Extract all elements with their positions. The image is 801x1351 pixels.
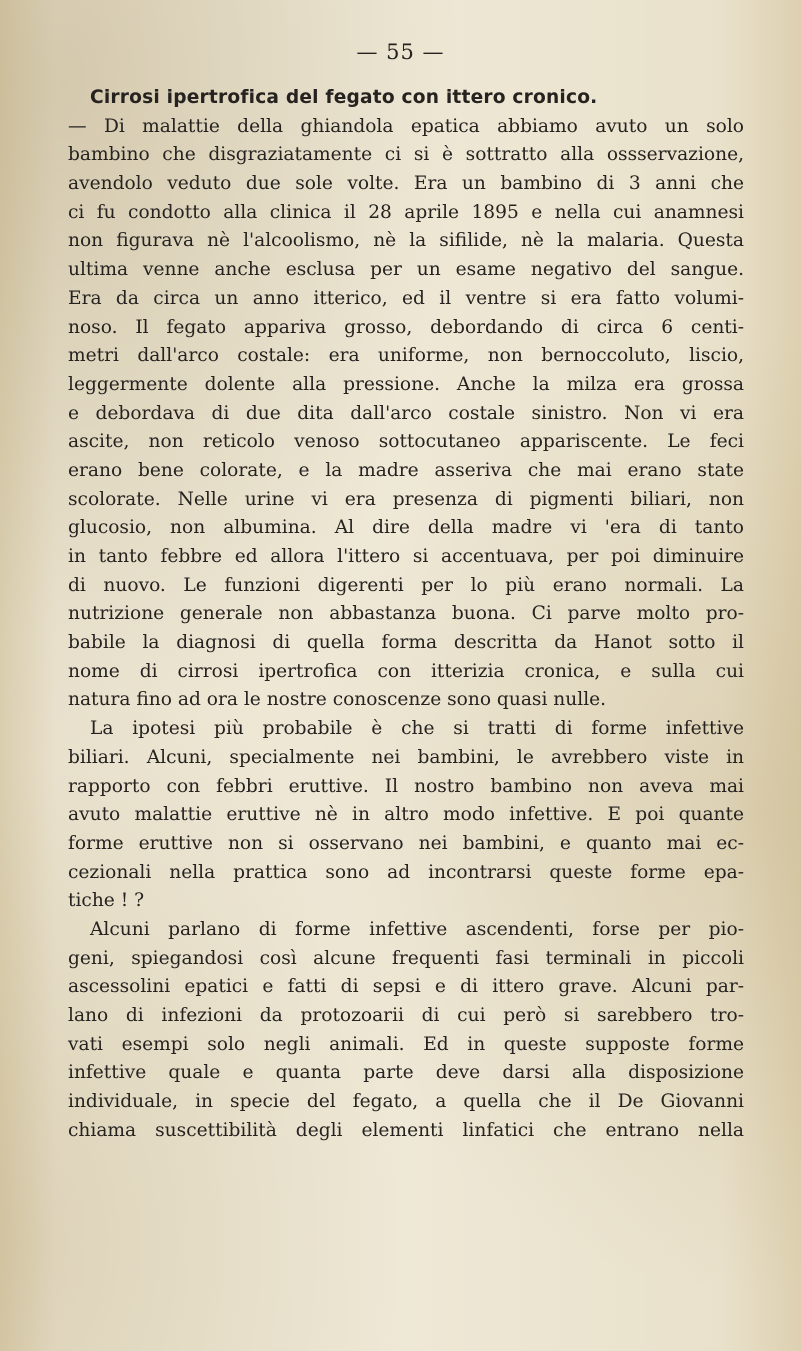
text-line: bambino che disgraziatamente ci si è sottratto alla ossservazione, [68,144,744,166]
text-line: nome di cirrosi ipertrofica con itterizia cronica, e sulla cui [68,660,744,682]
text-line: forme eruttive non si osservano nei bambini, e quanto mai ec- [68,832,744,854]
text-line: vati esempi solo negli animali. Ed in queste supposte forme [68,1033,744,1055]
text-line: leggermente dolente alla pressione. Anche la milza era grossa [68,373,744,395]
text-line: e debordava di due dita dall'arco costale sinistro. Non vi era [68,402,744,424]
paragraphs [68,113,744,1146]
text-line: ascite, non reticolo venoso sottocutaneo appariscente. Le feci [68,431,744,453]
text-line: individuale, in specie del fegato, a quella che il De Giovanni [68,1091,744,1113]
text-line: glucosio, non albumina. Al dire della madre vi 'era di tanto [68,517,744,539]
text-line: lano di infezioni da protozoarii di cui però si sarebbero tro- [68,1005,744,1026]
text-line: — Di malattie della ghiandola epatica abbiamo avuto un solo [68,115,744,137]
text-line: non figurava nè l'alcoolismo, nè la sifilide, nè la malaria. Questa [68,230,744,252]
text-line: tiche ! ? [68,890,145,912]
paragraph [68,715,744,916]
text-line: cezionali nella prattica sono ad incontrarsi queste forme epa- [68,861,744,883]
text-line: Era da circa un anno itterico, ed il ventre si era fatto volumi- [68,287,744,309]
text-line: rapporto con febbri eruttive. Il nostro bambino non aveva mai [68,775,744,797]
text-line: in tanto febbre ed allora l'ittero si accentuava, per poi diminuire [68,546,744,567]
text-line: avuto malattie eruttive nè in altro modo infettive. E poi quante [68,804,744,826]
text-line: nutrizione generale non abbastanza buona. Ci parve molto pro- [68,603,744,625]
text-line: biliari. Alcuni, specialmente nei bambini, le avrebbero viste in [68,746,744,768]
text-line: noso. Il fegato appariva grosso, debordando di circa 6 centi- [68,316,744,338]
paragraph [68,916,744,1146]
text-line: ascessolini epatici e fatti di sepsi e di ittero grave. Alcuni par- [68,976,744,998]
text-line: geni, spiegandosi così alcune frequenti fasi terminali in piccoli [68,947,744,969]
text-line: La ipotesi più probabile è che si tratti di forme infettive [90,718,744,740]
text-line: scolorate. Nelle urine vi era presenza di pigmenti biliari, non [68,488,744,510]
section-heading: Cirrosi ipertrofica del fegato con ittero cronico. [90,87,598,108]
text-line: ultima venne anche esclusa per un esame negativo del sangue. [68,259,744,281]
text-line: ci fu condotto alla clinica il 28 aprile 1895 e nella cui anamnesi [68,201,744,223]
paragraph [68,113,744,715]
text-line: avendolo veduto due sole volte. Era un bambino di 3 anni che [68,173,744,195]
text-line: chiama suscettibilità degli elementi linfatici che entrano nella [68,1119,744,1141]
text-line: babile la diagnosi di quella forma descritta da Hanot sotto il [68,632,744,654]
text-line: Alcuni parlano di forme infettive ascendenti, forse per pio- [90,918,744,940]
page-number: — 55 — [356,40,445,64]
text-block [68,84,744,1145]
text-line: erano bene colorate, e la madre asseriva che mai erano state [68,459,744,481]
text-line: natura fino ad ora le nostre conoscenze sono quasi nulle. [68,689,607,711]
text-line: metri dall'arco costale: era uniforme, non bernoccoluto, liscio, [68,345,744,367]
text-line: infettive quale e quanta parte deve darsi alla disposizione [68,1062,744,1084]
text-line: di nuovo. Le funzioni digerenti per lo più erano normali. La [68,574,744,596]
